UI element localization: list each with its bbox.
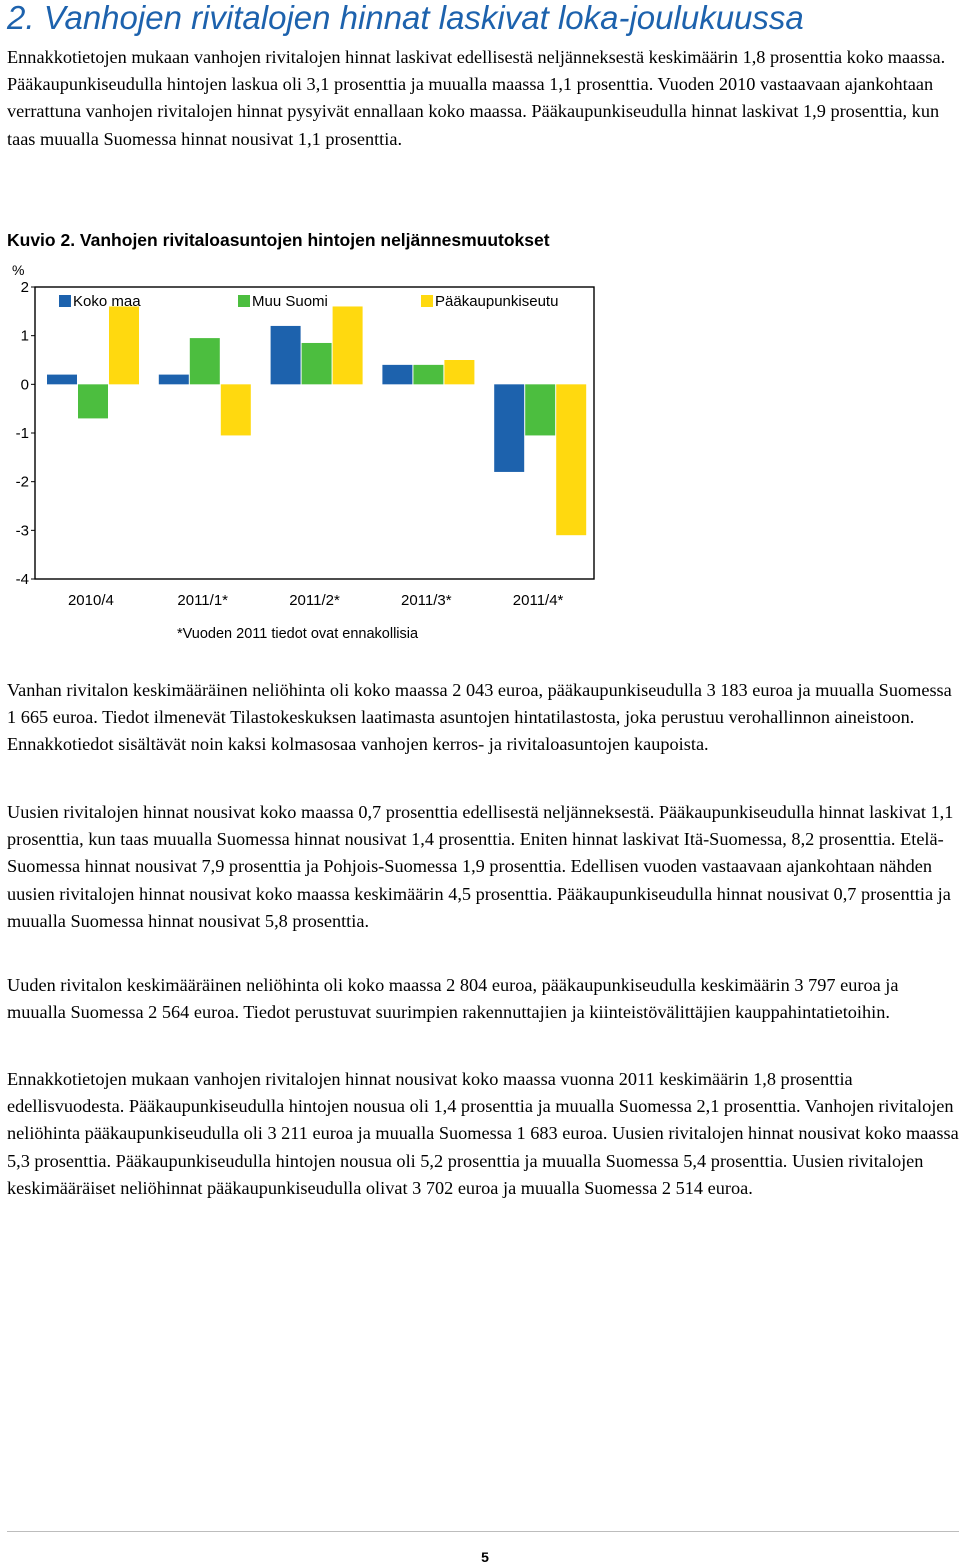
paragraph-annual-summary: Ennakkotietojen mukaan vanhojen rivitalojen hinnat nousivat koko maassa vuonna 2011 keskimäärin 1,8 prosenttia edellisvuodesta. Pääkaupunkiseudulla hintojen nousua oli 1,4 prosenttia ja muualla Suomessa 2,1 prosenttia. Vanhojen rivitalojen neliöhinta pääkaupunkiseudulla oli 3 211 euroa ja muualla Suomessa 1 683 euroa. Uusien rivitalojen hinnat nousivat koko maassa 5,3 prosenttia. Pääkaupunkiseudulla hintojen nousua oli 5,2 prosenttia ja muualla Suomessa 5,4 prosenttia. Uusien rivitalojen keskimääräiset neliöhinnat pääkaupunkiseudulla olivat 3 702 euroa ja muualla Suomessa 2 514 euroa. xyxy=(7,1069,959,1198)
section-title: 2. Vanhojen rivitalojen hinnat laskivat loka-joulukuussa xyxy=(7,0,804,36)
bar xyxy=(413,365,443,384)
bar xyxy=(444,360,474,384)
legend-swatch xyxy=(421,295,433,307)
bar xyxy=(525,384,555,435)
bar xyxy=(109,306,139,384)
y-tick-label: 1 xyxy=(20,327,29,345)
legend-label: Pääkaupunkiseutu xyxy=(435,293,559,310)
bar xyxy=(494,384,524,472)
y-tick-label: 2 xyxy=(20,279,29,296)
y-tick-label: -2 xyxy=(15,473,29,491)
x-tick-label: 2011/1* xyxy=(177,592,229,609)
y-tick-label: -3 xyxy=(15,522,29,540)
paragraph-new-rowhouse-prices: Uusien rivitalojen hinnat nousivat koko maassa 0,7 prosenttia edellisestä neljänneksestä. Pääkaupunkiseudulla hinnat laskivat 1,1 prosenttia, kun taas muualla Suomessa hinnat nousivat 1,4 prosenttia. Eniten hinnat laskivat Itä-Suomessa, 8,2 prosenttia. Etelä-Suomessa hinnat nousivat 7,9 prosenttia ja Pohjois-Suomessa 1,9 prosenttia. Edellisen vuoden vastaavaan ajankohtaan nähden uusien rivitalojen hinnat nousivat koko maassa keskimäärin 4,5 prosenttia. Pääkaupunkiseudulla hinnat nousivat 0,7 prosenttia ja muualla Suomessa hinnat nousivat 5,8 prosenttia. xyxy=(7,802,954,931)
bar xyxy=(271,326,301,384)
legend-swatch xyxy=(238,295,250,307)
bar xyxy=(78,384,108,418)
paragraph-new-rowhouse-sqm-price: Uuden rivitalon keskimääräinen neliöhinta oli koko maassa 2 804 euroa, pääkaupunkiseudulla keskimäärin 3 797 euroa ja muualla Suomessa 2 564 euroa. Tiedot perustuvat suurimpien rakennuttajien ja kiinteistövälittäjien kauppahintatietoihin. xyxy=(7,975,899,1023)
figure-caption: Kuvio 2. Vanhojen rivitaloasuntojen hintojen neljännesmuutokset xyxy=(7,230,550,250)
bar xyxy=(333,306,363,384)
legend-label: Muu Suomi xyxy=(252,293,328,310)
paragraph-old-rowhouse-sqm-price: Vanhan rivitalon keskimääräinen neliöhinta oli koko maassa 2 043 euroa, pääkaupunkiseudulla 3 183 euroa ja muualla Suomessa 1 665 euroa. Tiedot ilmenevät Tilastokeskuksen laatimasta asuntojen hintatilastosta, joka perustuu verohallinnon aineistoon. Ennakkotiedot sisältävät noin kaksi kolmasosaa vanhojen kerros- ja rivitaloasuntojen kaupoista. xyxy=(7,680,952,755)
y-axis-unit: % xyxy=(12,262,25,278)
x-tick-label: 2011/2* xyxy=(289,592,340,609)
bar-chart xyxy=(0,255,620,650)
y-tick-label: 0 xyxy=(20,376,29,394)
legend-label: Koko maa xyxy=(73,293,141,310)
chart-footnote: *Vuoden 2011 tiedot ovat ennakollisia xyxy=(177,626,419,642)
bar xyxy=(556,384,586,535)
legend-swatch xyxy=(59,295,71,307)
footer-divider xyxy=(7,1531,959,1532)
bar xyxy=(190,338,220,384)
bar xyxy=(47,375,77,385)
paragraph-old-rowhouse-prices: Ennakkotietojen mukaan vanhojen rivitalojen hinnat laskivat edellisestä neljänneksestä keskimäärin 1,8 prosenttia koko maassa. Pääkaupunkiseudulla hintojen laskua oli 3,1 prosenttia ja muualla maassa 1,1 prosenttia. Vuoden 2010 vastaavaan ajankohtaan verrattuna vanhojen rivitalojen hinnat pysyivät ennallaan koko maassa. Pääkaupunkiseudulla hinnat laskivat 1,9 prosenttia, kun taas muualla Suomessa hinnat nousivat 1,1 prosenttia. xyxy=(7,47,946,149)
bar xyxy=(302,343,332,384)
bar xyxy=(221,384,251,435)
page-number: 5 xyxy=(481,1549,489,1565)
bar xyxy=(159,375,189,385)
bar xyxy=(382,365,412,384)
x-tick-label: 2011/4* xyxy=(512,592,564,609)
y-tick-label: -4 xyxy=(15,571,29,588)
y-tick-label: -1 xyxy=(15,425,29,442)
x-tick-label: 2010/4 xyxy=(67,592,114,609)
x-tick-label: 2011/3* xyxy=(400,592,452,609)
